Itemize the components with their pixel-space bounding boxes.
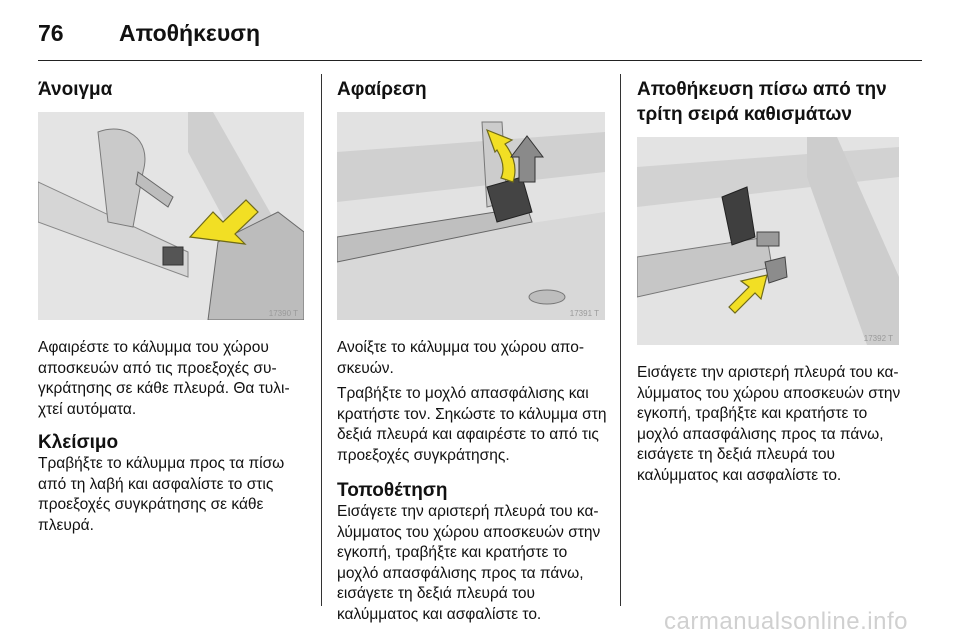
column-storage [637, 74, 907, 486]
text-installation: Εισάγετε την αριστερή πλευρά του καλύμματος του χώρου αποσκευών στην εγκοπή, τραβήξτε και κρατήστε το μοχλό απασφάλισης προς τα πάνω, εισάγετε τη δεξιά πλευρά του καλύμματος και ασφαλίστε το. [337, 503, 601, 623]
column-divider-2 [620, 74, 621, 606]
heading-opening: Άνοιγμα [38, 79, 113, 100]
figure-removal [337, 112, 605, 320]
text-removal-1: Ανοίξτε το κάλυμμα του χώρου αποσκευών. [337, 339, 585, 377]
subheading-closing: Κλείσιμο [38, 432, 119, 453]
header-divider [38, 60, 922, 61]
text-closing: Τραβήξτε το κάλυμμα προς τα πίσω από τη λαβή και ασφαλίστε το στις προεξοχές συγκράτησης σε κάθε πλευρά. [38, 455, 285, 534]
illustration-storage [637, 137, 899, 345]
page-number: 76 [38, 20, 64, 46]
figure-code: 17391 T [569, 309, 599, 318]
heading-storage: Αποθήκευση πίσω από την τρίτη σειρά καθισμάτων [637, 79, 887, 125]
illustration-opening [38, 112, 304, 320]
column-opening [38, 74, 306, 536]
figure-code: 17390 T [268, 309, 298, 318]
page-title: Αποθήκευση [119, 20, 261, 46]
figure-code: 17392 T [863, 334, 893, 343]
heading-removal: Αφαίρεση [337, 79, 427, 100]
figure-storage [637, 137, 899, 345]
page-header [38, 14, 922, 54]
subheading-installation: Τοποθέτηση [337, 480, 448, 501]
column-divider-1 [321, 74, 322, 606]
text-removal-2: Τραβήξτε το μοχλό απασφάλισης και κρατήστε τον. Σηκώστε το κάλυμμα στη δεξιά πλευρά και αφαιρέστε το από τις προεξοχές συγκράτησης. [337, 385, 607, 464]
illustration-removal [337, 112, 605, 320]
watermark: carmanualsonline.info [664, 608, 908, 635]
text-opening: Αφαιρέστε το κάλυμμα του χώρου αποσκευών από τις προεξοχές συγκράτησης σε κάθε πλευρά. Θα τυλιχτεί αυτόματα. [38, 339, 290, 418]
figure-opening [38, 112, 304, 320]
column-removal [337, 74, 607, 625]
text-storage: Εισάγετε την αριστερή πλευρά του καλύμματος του χώρου αποσκευών στην εγκοπή, τραβήξτε και κρατήστε το μοχλό απασφάλισης προς τα πάνω, εισάγετε τη δεξιά πλευρά του καλύμματος και ασφαλίστε το. [637, 364, 901, 484]
